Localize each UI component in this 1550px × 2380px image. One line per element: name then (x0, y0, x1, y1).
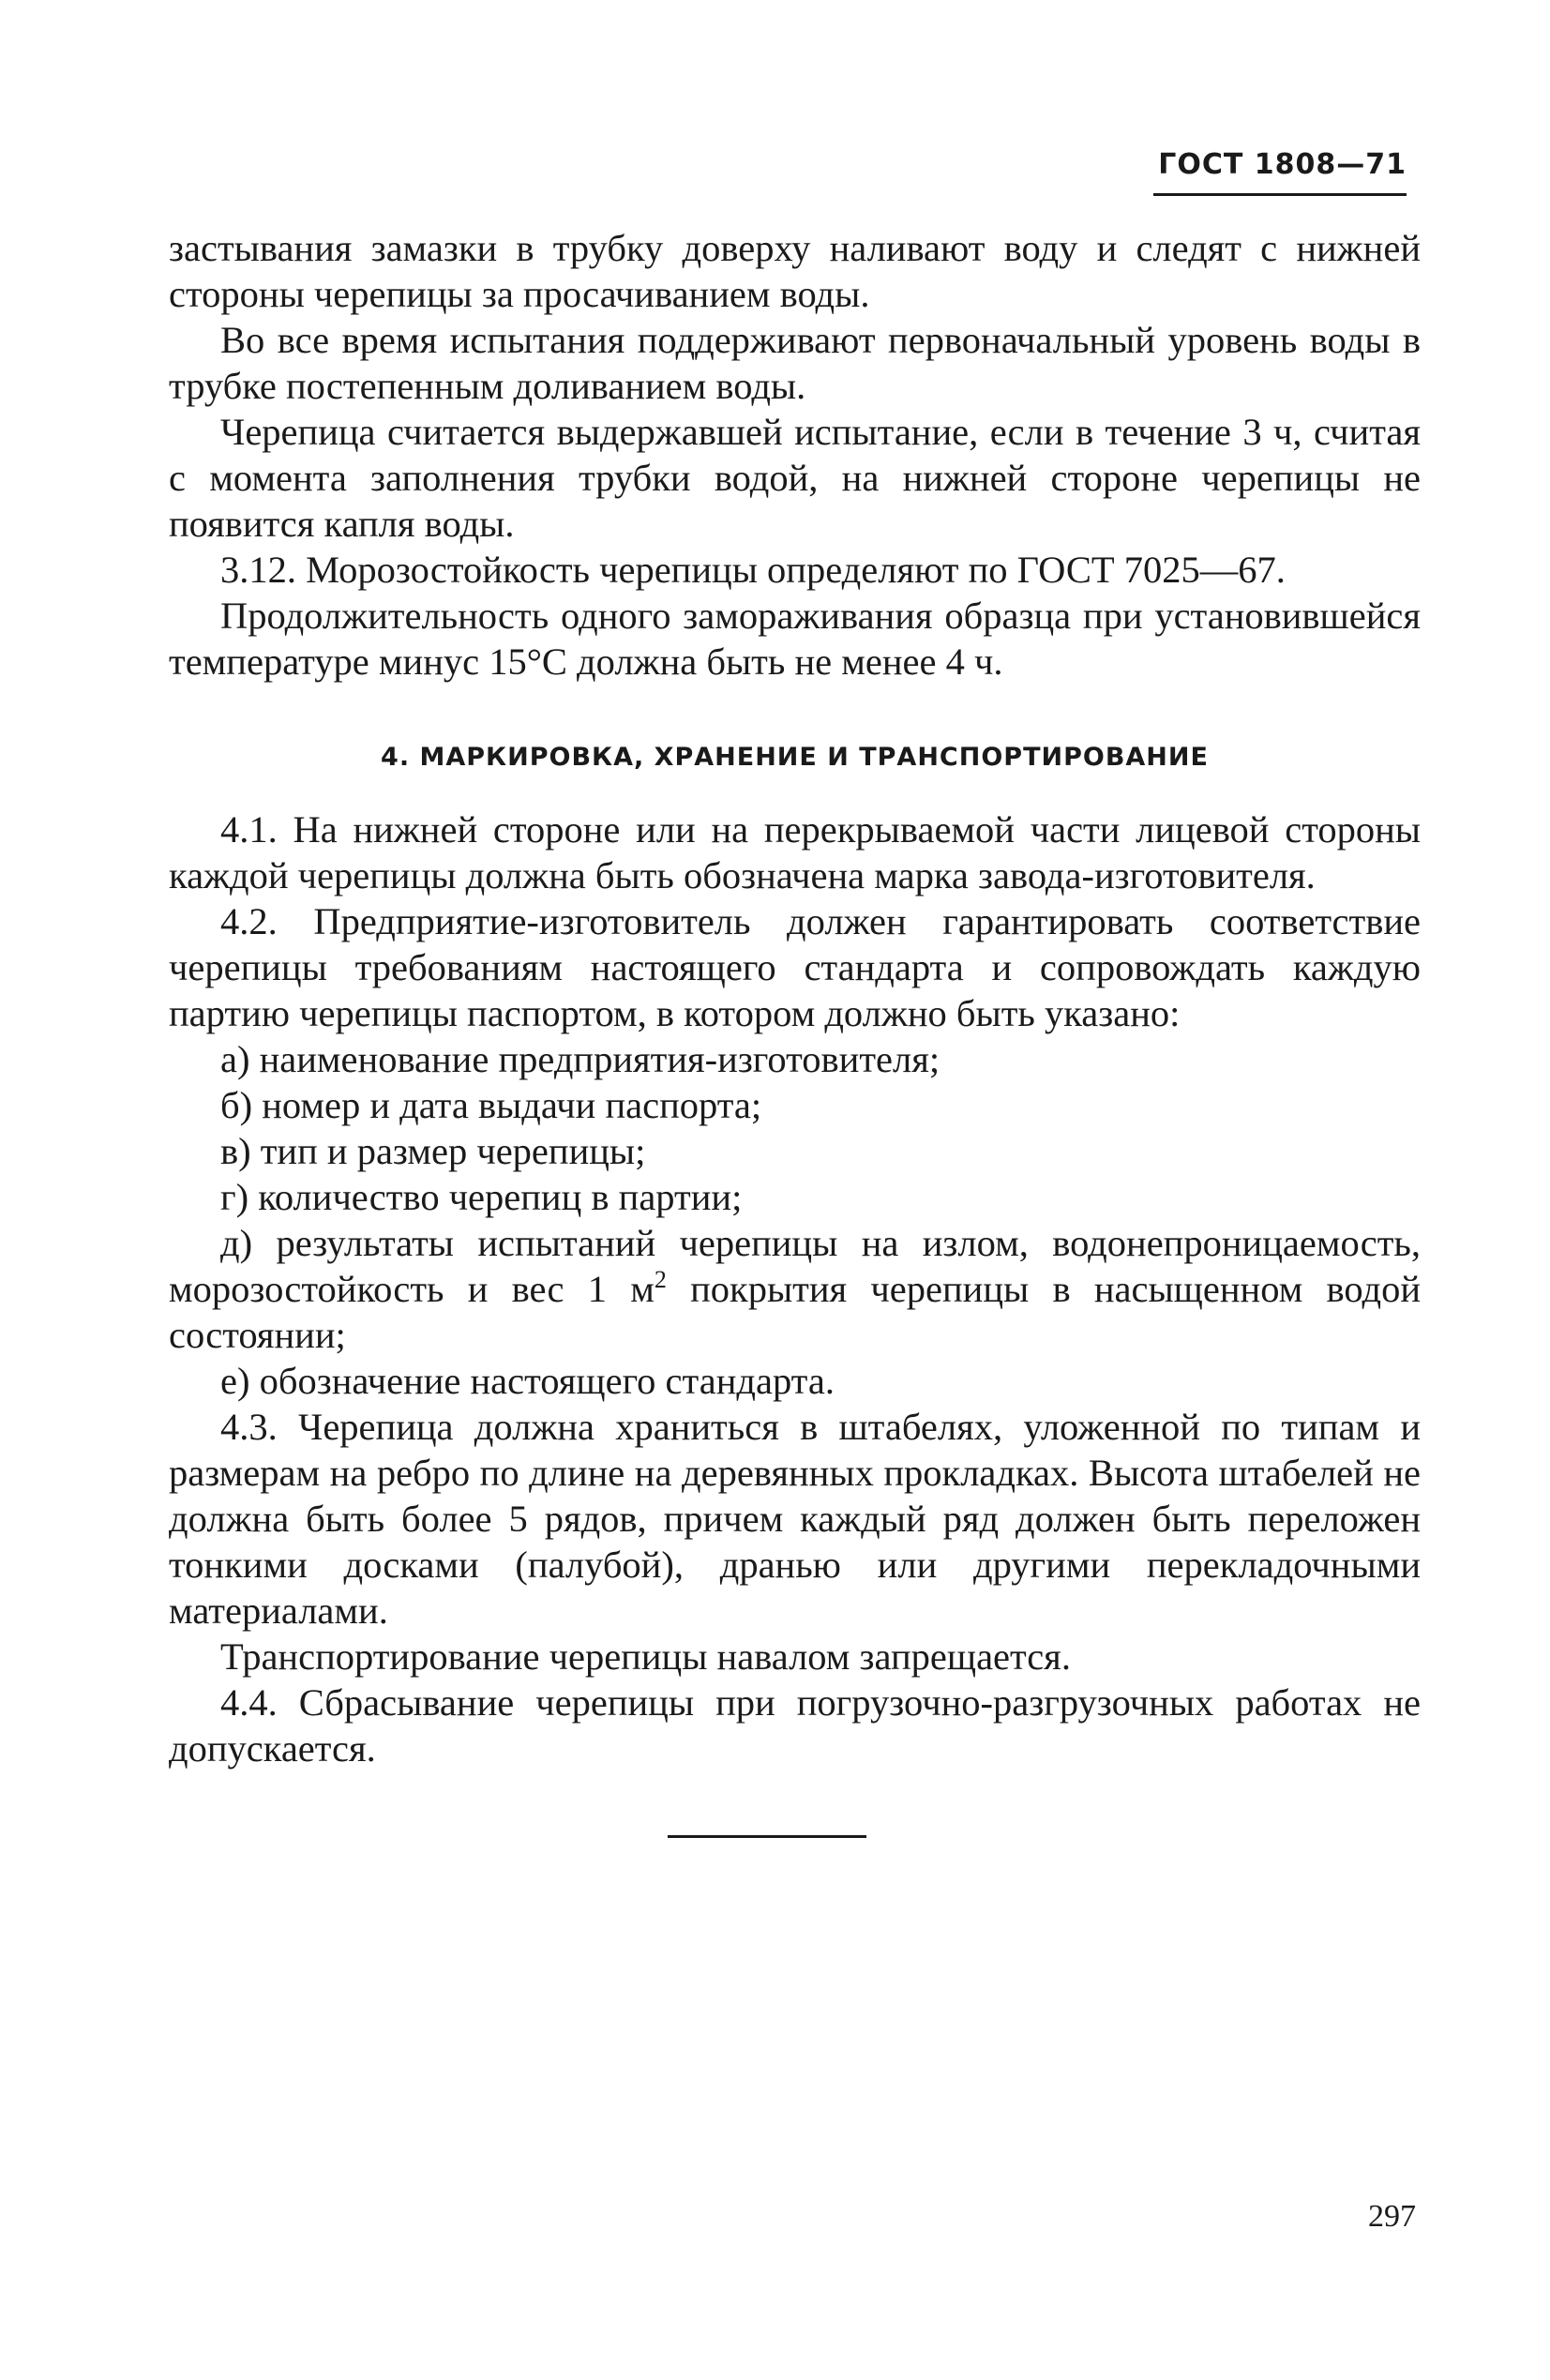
document-body (169, 225, 1421, 1771)
paragraph-transport: Транспортирование черепицы навалом запрещается. (220, 1635, 1071, 1678)
list-item-d-text: д) результаты испытаний черепицы на излом, водонепроницаемость, морозостойкость и вес 1 м (169, 1222, 1421, 1310)
paragraph-test-criteria: Черепица считается выдержавшей испытание, если в течение 3 ч, считая с момента заполнения трубки водой, на нижней стороне черепицы не появится капля воды. (169, 411, 1421, 545)
list-item-g: г) количество черепиц в партии; (220, 1176, 743, 1218)
list-item-a: а) наименование предприятия-изготовителя; (220, 1038, 941, 1080)
list-item-d (169, 1220, 1421, 1358)
superscript-square: 2 (654, 1266, 667, 1293)
paragraph-4-1: 4.1. На нижней стороне или на перекрываемой части лицевой стороны каждой черепицы должна быть обозначена марка завода-изготовителя. (169, 808, 1421, 896)
list-item-v: в) тип и размер черепицы; (220, 1130, 646, 1172)
end-rule (668, 1835, 866, 1838)
page-number: 297 (1368, 2199, 1416, 2234)
paragraph-4-3: 4.3. Черепица должна храниться в штабелях, уложенной по типам и размерам на ребро по длине на деревянных прокладках. Высота штабелей не должна быть более 5 рядов, причем каждый ряд должен быть переложен тонкими досками (палубой), дранью или другими перекладочными материалами. (169, 1406, 1421, 1632)
paragraph-3-12: 3.12. Морозостойкость черепицы определяют по ГОСТ 7025—67. (220, 549, 1286, 591)
list-item-d-text-end: покрытия черепицы в насыщенном водой состоянии; (169, 1268, 1421, 1356)
paragraph-continuation: застывания замазки в трубку доверху наливают воду и следят с нижней стороны черепицы за просачиванием воды. (169, 227, 1421, 315)
section-heading: 4. МАРКИРОВКА, ХРАНЕНИЕ И ТРАНСПОРТИРОВАНИЕ (381, 743, 1209, 772)
list-item-e: е) обозначение настоящего стандарта. (220, 1360, 835, 1402)
paragraph-freezing-duration: Продолжительность одного замораживания образца при установившейся температуре минус 15°С должна быть не менее 4 ч. (169, 595, 1421, 683)
paragraph-water-level: Во все время испытания поддерживают первоначальный уровень воды в трубке постепенным доливанием воды. (169, 319, 1421, 407)
paragraph-4-2: 4.2. Предприятие-изготовитель должен гарантировать соответствие черепицы требованиям настоящего стандарта и сопровождать каждую партию черепицы паспортом, в котором должно быть указано: (169, 900, 1421, 1034)
header-rule (1153, 193, 1407, 196)
document-header-id: ГОСТ 1808—71 (1158, 148, 1407, 181)
list-item-b: б) номер и дата выдачи паспорта; (220, 1084, 762, 1126)
paragraph-4-4: 4.4. Сбрасывание черепицы при погрузочно-разгрузочных работах не допускается. (169, 1681, 1421, 1770)
